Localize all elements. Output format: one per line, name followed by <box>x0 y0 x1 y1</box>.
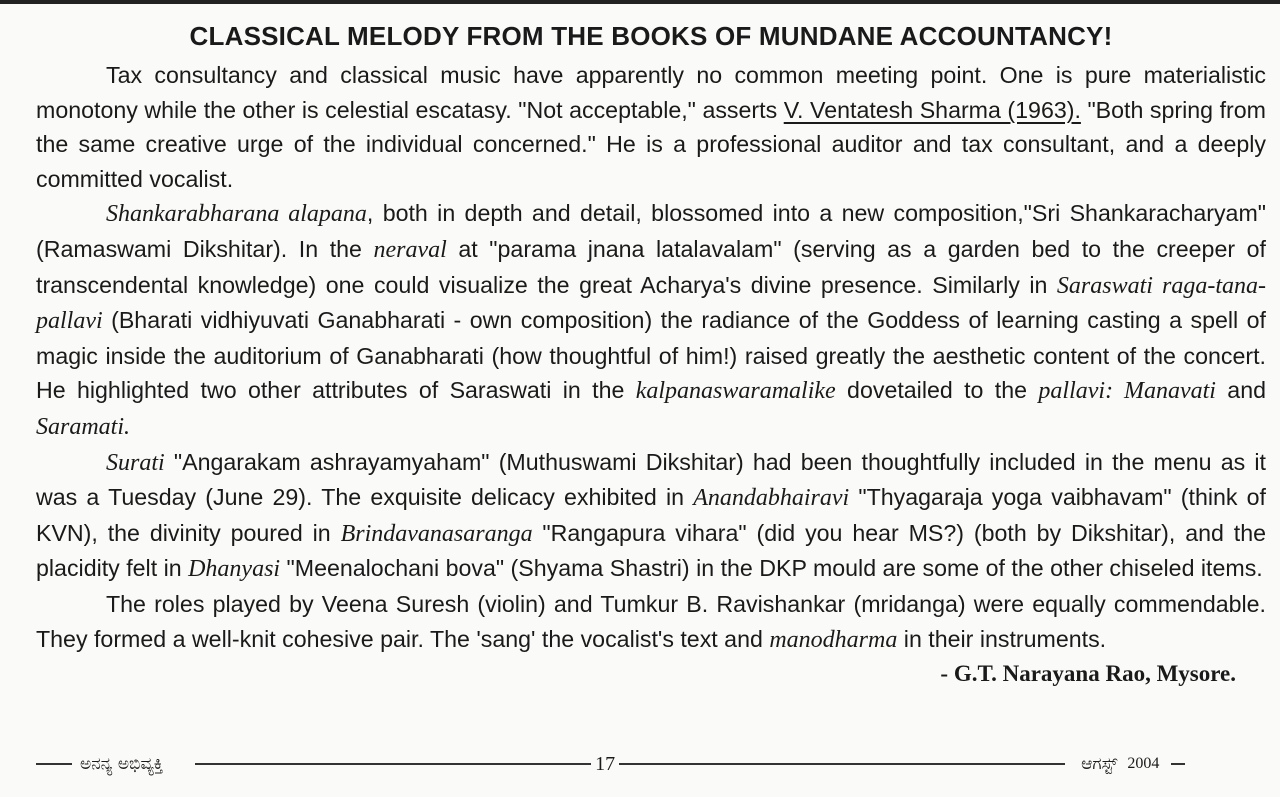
page-footer <box>36 750 1266 778</box>
p2-italic-6: Saramati. <box>36 413 131 440</box>
page-number: 17 <box>595 752 616 775</box>
p2-text-3: (Bharati vidhiyuvati Ganabharati - own composition) the radiance of the Goddess of learning casting a spell of magic inside the auditorium of Ganabharati (how thoughtful of him!) raised greatly the aesthetic content of the concert. He highlighted two other attributes of Saraswati in the <box>36 307 1266 404</box>
paragraph-1 <box>36 58 1266 196</box>
p3-text-2: "Thyagaraja yoga vaibhavam" (think of KVN), the divinity poured in <box>36 484 1267 546</box>
footer-dash-right <box>1171 763 1185 765</box>
footer-month: ಆಗಸ್ಟ್ <box>1081 754 1118 774</box>
p1-text-b: "Both spring from the same creative urge of the individual concerned." He is a professional auditor and tax consultant, and a deeply committed vocalist. <box>36 96 1266 192</box>
p2-italic-3: Saraswati raga-tana-pallavi <box>36 272 1266 335</box>
article <box>36 18 1266 692</box>
paragraph-4 <box>36 587 1266 687</box>
p2-text-1: , both in depth and detail, blossomed into a new composition,"Sri Shankaracharyam" (Ramaswami Dikshitar). In the <box>36 200 1266 262</box>
p4-italic-1: manodharma <box>769 626 898 653</box>
p3-italic-4: Dhanyasi <box>188 556 281 583</box>
byline: - G.T. Narayana Rao, Mysore. <box>940 661 1236 687</box>
footer-dash-left <box>36 763 72 765</box>
article-title: CLASSICAL MELODY FROM THE BOOKS OF MUNDANE ACCOUNTANCY! <box>189 21 1113 51</box>
p4-text-1: The roles played by Veena Suresh (violin) and Tumkur B. Ravishankar (mridanga) were equally commendable. They formed a well-knit cohesive pair. The 'sang' the vocalist's text and <box>36 590 1266 652</box>
p2-italic-2: neraval <box>373 236 447 263</box>
p4-text-2: in their instruments. <box>897 625 1107 652</box>
p2-italic-4: kalpanaswaramalike <box>635 378 836 405</box>
p2-italic-5: pallavi: Manavati <box>1038 378 1216 405</box>
p3-text-4: "Meenalochani bova" (Shyama Shastri) in the DKP mould are some of the other chiseled items. <box>280 555 1263 582</box>
paragraph-2 <box>36 196 1266 444</box>
p2-text-4: dovetailed to the <box>835 377 1039 404</box>
p2-italic-1: Shankarabharana alapana <box>106 201 367 228</box>
footer-rule-right <box>619 763 1065 765</box>
p3-italic-1: Surati <box>106 449 165 476</box>
p3-italic-2: Anandabhairavi <box>693 485 850 512</box>
p3-text-1: "Angarakam ashrayamyaham" (Muthuswami Dikshitar) had been thoughtfully included in the menu as it was a Tuesday (June 29). The exquisite delicacy exhibited in <box>36 448 1266 511</box>
footer-year: 2004 <box>1127 755 1160 772</box>
p2-text-5: and <box>1215 377 1266 404</box>
p1-text-a: Tax consultancy and classical music have apparently no common meeting point. One is pure materialistic monotony while the other is celestial escatasy. "Not acceptable," asserts <box>36 62 1266 123</box>
p3-text-3: "Rangapura vihara" (did you hear MS?) (both by Dikshitar), and the placidity felt in <box>36 519 1266 582</box>
p2-text-2: at "parama jnana latalavalam" (serving as a garden bed to the creeper of transcendental knowledge) one could visualize the great Acharya's divine presence. Similarly in <box>36 235 1266 298</box>
paragraph-3 <box>36 445 1266 587</box>
top-rule <box>0 0 1280 4</box>
p1-artist-name: V. Ventatesh Sharma (1963). <box>783 96 1081 123</box>
footer-magazine-name: ಅನನ್ಯ ಅಭಿವ್ಯಕ್ತಿ <box>80 754 164 774</box>
footer-rule-left <box>195 763 591 765</box>
p3-italic-3: Brindavanasaranga <box>340 520 533 547</box>
